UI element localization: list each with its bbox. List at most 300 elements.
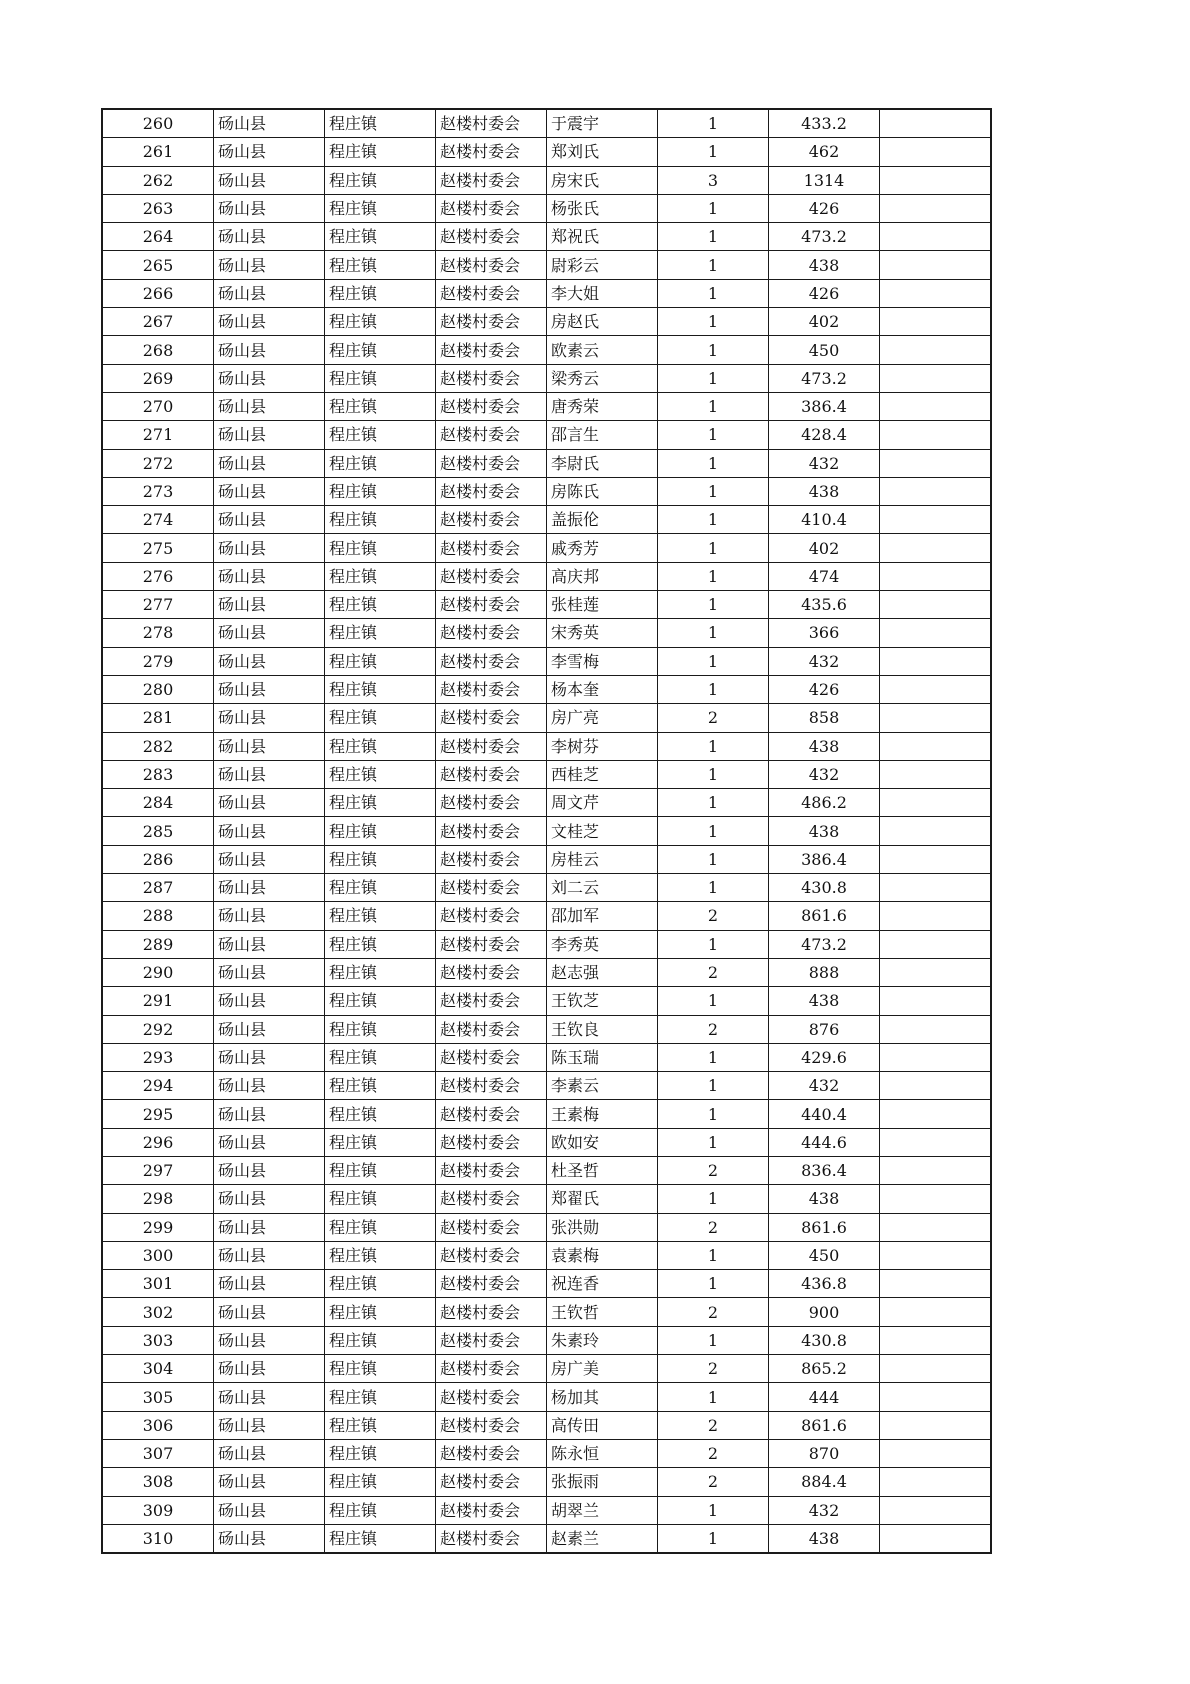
town-cell: 程庄镇	[325, 675, 436, 703]
row-number: 300	[102, 1241, 214, 1269]
village-cell: 赵楼村委会	[436, 1213, 547, 1241]
amount-cell: 438	[769, 732, 880, 760]
name-cell: 宋秀英	[547, 619, 658, 647]
count-cell: 1	[658, 760, 769, 788]
village-cell: 赵楼村委会	[436, 760, 547, 788]
amount-cell: 861.6	[769, 1213, 880, 1241]
count-cell: 1	[658, 279, 769, 307]
county-cell: 砀山县	[214, 1270, 325, 1298]
amount-cell: 438	[769, 987, 880, 1015]
county-cell: 砀山县	[214, 1043, 325, 1071]
count-cell: 2	[658, 902, 769, 930]
table-row	[102, 1213, 991, 1241]
amount-cell: 861.6	[769, 902, 880, 930]
county-cell: 砀山县	[214, 1411, 325, 1439]
count-cell: 1	[658, 138, 769, 166]
count-cell: 1	[658, 251, 769, 279]
town-cell: 程庄镇	[325, 817, 436, 845]
name-cell: 李素云	[547, 1072, 658, 1100]
name-cell: 郑翟氏	[547, 1185, 658, 1213]
county-cell: 砀山县	[214, 987, 325, 1015]
table-row	[102, 987, 991, 1015]
note-cell	[880, 308, 992, 336]
amount-cell: 884.4	[769, 1468, 880, 1496]
town-cell: 程庄镇	[325, 1468, 436, 1496]
amount-cell: 426	[769, 675, 880, 703]
row-number: 263	[102, 194, 214, 222]
amount-cell: 438	[769, 251, 880, 279]
count-cell: 1	[658, 1270, 769, 1298]
amount-cell: 432	[769, 1072, 880, 1100]
table-row	[102, 336, 991, 364]
name-cell: 西桂芝	[547, 760, 658, 788]
name-cell: 房桂云	[547, 845, 658, 873]
table-row	[102, 845, 991, 873]
village-cell: 赵楼村委会	[436, 1241, 547, 1269]
county-cell: 砀山县	[214, 1072, 325, 1100]
note-cell	[880, 591, 992, 619]
count-cell: 1	[658, 1100, 769, 1128]
town-cell: 程庄镇	[325, 760, 436, 788]
village-cell: 赵楼村委会	[436, 704, 547, 732]
count-cell: 1	[658, 1241, 769, 1269]
village-cell: 赵楼村委会	[436, 251, 547, 279]
county-cell: 砀山县	[214, 874, 325, 902]
name-cell: 邵言生	[547, 421, 658, 449]
village-cell: 赵楼村委会	[436, 591, 547, 619]
county-cell: 砀山县	[214, 279, 325, 307]
amount-cell: 900	[769, 1298, 880, 1326]
name-cell: 盖振伦	[547, 506, 658, 534]
count-cell: 2	[658, 1156, 769, 1184]
note-cell	[880, 1185, 992, 1213]
row-number: 266	[102, 279, 214, 307]
table-row	[102, 1468, 991, 1496]
county-cell: 砀山县	[214, 1100, 325, 1128]
village-cell: 赵楼村委会	[436, 1185, 547, 1213]
amount-cell: 402	[769, 308, 880, 336]
row-number: 297	[102, 1156, 214, 1184]
county-cell: 砀山县	[214, 704, 325, 732]
row-number: 302	[102, 1298, 214, 1326]
note-cell	[880, 1015, 992, 1043]
village-cell: 赵楼村委会	[436, 817, 547, 845]
village-cell: 赵楼村委会	[436, 392, 547, 420]
town-cell: 程庄镇	[325, 987, 436, 1015]
row-number: 274	[102, 506, 214, 534]
table-row	[102, 1043, 991, 1071]
count-cell: 2	[658, 1439, 769, 1467]
amount-cell: 438	[769, 1524, 880, 1553]
row-number: 284	[102, 789, 214, 817]
county-cell: 砀山县	[214, 760, 325, 788]
county-cell: 砀山县	[214, 336, 325, 364]
note-cell	[880, 1468, 992, 1496]
name-cell: 邵加军	[547, 902, 658, 930]
name-cell: 高传田	[547, 1411, 658, 1439]
table-row	[102, 1015, 991, 1043]
town-cell: 程庄镇	[325, 1439, 436, 1467]
row-number: 272	[102, 449, 214, 477]
table-row	[102, 1411, 991, 1439]
name-cell: 张振雨	[547, 1468, 658, 1496]
county-cell: 砀山县	[214, 1241, 325, 1269]
town-cell: 程庄镇	[325, 1496, 436, 1524]
table-row	[102, 421, 991, 449]
county-cell: 砀山县	[214, 109, 325, 138]
row-number: 294	[102, 1072, 214, 1100]
town-cell: 程庄镇	[325, 1298, 436, 1326]
name-cell: 戚秀芳	[547, 534, 658, 562]
county-cell: 砀山县	[214, 732, 325, 760]
count-cell: 1	[658, 449, 769, 477]
note-cell	[880, 987, 992, 1015]
row-number: 270	[102, 392, 214, 420]
count-cell: 2	[658, 1355, 769, 1383]
row-number: 269	[102, 364, 214, 392]
amount-cell: 474	[769, 562, 880, 590]
count-cell: 1	[658, 874, 769, 902]
village-cell: 赵楼村委会	[436, 1439, 547, 1467]
table-row	[102, 647, 991, 675]
town-cell: 程庄镇	[325, 704, 436, 732]
amount-cell: 876	[769, 1015, 880, 1043]
row-number: 305	[102, 1383, 214, 1411]
name-cell: 杨本奎	[547, 675, 658, 703]
county-cell: 砀山县	[214, 166, 325, 194]
county-cell: 砀山县	[214, 591, 325, 619]
note-cell	[880, 1072, 992, 1100]
village-cell: 赵楼村委会	[436, 987, 547, 1015]
table-row	[102, 874, 991, 902]
row-number: 262	[102, 166, 214, 194]
amount-cell: 432	[769, 647, 880, 675]
count-cell: 2	[658, 1298, 769, 1326]
row-number: 271	[102, 421, 214, 449]
table-row	[102, 619, 991, 647]
village-cell: 赵楼村委会	[436, 364, 547, 392]
row-number: 278	[102, 619, 214, 647]
town-cell: 程庄镇	[325, 1383, 436, 1411]
table-row	[102, 958, 991, 986]
amount-cell: 865.2	[769, 1355, 880, 1383]
amount-cell: 870	[769, 1439, 880, 1467]
name-cell: 郑刘氏	[547, 138, 658, 166]
count-cell: 1	[658, 930, 769, 958]
amount-cell: 858	[769, 704, 880, 732]
county-cell: 砀山县	[214, 789, 325, 817]
village-cell: 赵楼村委会	[436, 958, 547, 986]
amount-cell: 473.2	[769, 364, 880, 392]
count-cell: 2	[658, 1213, 769, 1241]
town-cell: 程庄镇	[325, 1213, 436, 1241]
row-number: 261	[102, 138, 214, 166]
note-cell	[880, 251, 992, 279]
row-number: 277	[102, 591, 214, 619]
village-cell: 赵楼村委会	[436, 930, 547, 958]
village-cell: 赵楼村委会	[436, 1072, 547, 1100]
name-cell: 高庆邦	[547, 562, 658, 590]
county-cell: 砀山县	[214, 1213, 325, 1241]
village-cell: 赵楼村委会	[436, 336, 547, 364]
county-cell: 砀山县	[214, 1185, 325, 1213]
row-number: 309	[102, 1496, 214, 1524]
amount-cell: 444.6	[769, 1128, 880, 1156]
note-cell	[880, 562, 992, 590]
town-cell: 程庄镇	[325, 1326, 436, 1354]
count-cell: 1	[658, 308, 769, 336]
count-cell: 1	[658, 1496, 769, 1524]
name-cell: 房广亮	[547, 704, 658, 732]
count-cell: 1	[658, 1326, 769, 1354]
town-cell: 程庄镇	[325, 874, 436, 902]
note-cell	[880, 109, 992, 138]
name-cell: 杨张氏	[547, 194, 658, 222]
village-cell: 赵楼村委会	[436, 845, 547, 873]
table-row	[102, 1355, 991, 1383]
county-cell: 砀山县	[214, 1383, 325, 1411]
note-cell	[880, 930, 992, 958]
village-cell: 赵楼村委会	[436, 732, 547, 760]
table-row	[102, 1496, 991, 1524]
table-row	[102, 930, 991, 958]
count-cell: 1	[658, 336, 769, 364]
amount-cell: 386.4	[769, 845, 880, 873]
row-number: 267	[102, 308, 214, 336]
table-row	[102, 1298, 991, 1326]
table-row	[102, 251, 991, 279]
table-row	[102, 364, 991, 392]
note-cell	[880, 279, 992, 307]
amount-cell: 888	[769, 958, 880, 986]
note-cell	[880, 704, 992, 732]
county-cell: 砀山县	[214, 930, 325, 958]
table-row	[102, 166, 991, 194]
county-cell: 砀山县	[214, 194, 325, 222]
row-number: 299	[102, 1213, 214, 1241]
village-cell: 赵楼村委会	[436, 506, 547, 534]
village-cell: 赵楼村委会	[436, 874, 547, 902]
name-cell: 房宋氏	[547, 166, 658, 194]
village-cell: 赵楼村委会	[436, 1043, 547, 1071]
name-cell: 梁秀云	[547, 364, 658, 392]
name-cell: 赵志强	[547, 958, 658, 986]
note-cell	[880, 449, 992, 477]
county-cell: 砀山县	[214, 1326, 325, 1354]
table-row	[102, 817, 991, 845]
count-cell: 1	[658, 1072, 769, 1100]
village-cell: 赵楼村委会	[436, 421, 547, 449]
amount-cell: 450	[769, 336, 880, 364]
village-cell: 赵楼村委会	[436, 194, 547, 222]
count-cell: 1	[658, 987, 769, 1015]
row-number: 295	[102, 1100, 214, 1128]
table-row	[102, 1270, 991, 1298]
table-row	[102, 902, 991, 930]
town-cell: 程庄镇	[325, 449, 436, 477]
village-cell: 赵楼村委会	[436, 1128, 547, 1156]
village-cell: 赵楼村委会	[436, 109, 547, 138]
count-cell: 1	[658, 675, 769, 703]
village-cell: 赵楼村委会	[436, 1270, 547, 1298]
name-cell: 于震宇	[547, 109, 658, 138]
name-cell: 王素梅	[547, 1100, 658, 1128]
amount-cell: 440.4	[769, 1100, 880, 1128]
note-cell	[880, 223, 992, 251]
table-row	[102, 279, 991, 307]
town-cell: 程庄镇	[325, 591, 436, 619]
name-cell: 唐秀荣	[547, 392, 658, 420]
amount-cell: 432	[769, 449, 880, 477]
note-cell	[880, 1270, 992, 1298]
count-cell: 2	[658, 704, 769, 732]
village-cell: 赵楼村委会	[436, 1468, 547, 1496]
table-row	[102, 308, 991, 336]
table-row	[102, 1383, 991, 1411]
note-cell	[880, 421, 992, 449]
note-cell	[880, 675, 992, 703]
amount-cell: 473.2	[769, 223, 880, 251]
name-cell: 张桂莲	[547, 591, 658, 619]
note-cell	[880, 1383, 992, 1411]
table-row	[102, 1156, 991, 1184]
name-cell: 杜圣哲	[547, 1156, 658, 1184]
town-cell: 程庄镇	[325, 1072, 436, 1100]
table-row	[102, 1524, 991, 1553]
note-cell	[880, 817, 992, 845]
county-cell: 砀山县	[214, 506, 325, 534]
table-row	[102, 449, 991, 477]
town-cell: 程庄镇	[325, 1156, 436, 1184]
town-cell: 程庄镇	[325, 308, 436, 336]
town-cell: 程庄镇	[325, 194, 436, 222]
county-cell: 砀山县	[214, 562, 325, 590]
name-cell: 赵素兰	[547, 1524, 658, 1553]
name-cell: 朱素玲	[547, 1326, 658, 1354]
county-cell: 砀山县	[214, 477, 325, 505]
count-cell: 1	[658, 364, 769, 392]
town-cell: 程庄镇	[325, 732, 436, 760]
note-cell	[880, 364, 992, 392]
table-row	[102, 789, 991, 817]
name-cell: 文桂芝	[547, 817, 658, 845]
row-number: 292	[102, 1015, 214, 1043]
row-number: 280	[102, 675, 214, 703]
count-cell: 1	[658, 534, 769, 562]
name-cell: 胡翠兰	[547, 1496, 658, 1524]
table-row	[102, 534, 991, 562]
county-cell: 砀山县	[214, 958, 325, 986]
name-cell: 陈玉瑞	[547, 1043, 658, 1071]
amount-cell: 450	[769, 1241, 880, 1269]
town-cell: 程庄镇	[325, 902, 436, 930]
village-cell: 赵楼村委会	[436, 138, 547, 166]
row-number: 268	[102, 336, 214, 364]
note-cell	[880, 506, 992, 534]
row-number: 276	[102, 562, 214, 590]
row-number: 306	[102, 1411, 214, 1439]
county-cell: 砀山县	[214, 534, 325, 562]
town-cell: 程庄镇	[325, 251, 436, 279]
name-cell: 李秀英	[547, 930, 658, 958]
amount-cell: 438	[769, 1185, 880, 1213]
note-cell	[880, 732, 992, 760]
name-cell: 李雪梅	[547, 647, 658, 675]
count-cell: 1	[658, 732, 769, 760]
county-cell: 砀山县	[214, 1468, 325, 1496]
amount-cell: 444	[769, 1383, 880, 1411]
count-cell: 1	[658, 817, 769, 845]
count-cell: 1	[658, 194, 769, 222]
note-cell	[880, 1156, 992, 1184]
amount-cell: 429.6	[769, 1043, 880, 1071]
town-cell: 程庄镇	[325, 1128, 436, 1156]
note-cell	[880, 194, 992, 222]
note-cell	[880, 1213, 992, 1241]
table-row	[102, 1128, 991, 1156]
village-cell: 赵楼村委会	[436, 1496, 547, 1524]
amount-cell: 402	[769, 534, 880, 562]
name-cell: 祝连香	[547, 1270, 658, 1298]
name-cell: 房赵氏	[547, 308, 658, 336]
town-cell: 程庄镇	[325, 1015, 436, 1043]
row-number: 291	[102, 987, 214, 1015]
village-cell: 赵楼村委会	[436, 1015, 547, 1043]
table-row	[102, 506, 991, 534]
name-cell: 杨加其	[547, 1383, 658, 1411]
row-number: 301	[102, 1270, 214, 1298]
amount-cell: 435.6	[769, 591, 880, 619]
name-cell: 王钦芝	[547, 987, 658, 1015]
town-cell: 程庄镇	[325, 647, 436, 675]
name-cell: 欧如安	[547, 1128, 658, 1156]
row-number: 286	[102, 845, 214, 873]
table-row	[102, 1439, 991, 1467]
town-cell: 程庄镇	[325, 421, 436, 449]
row-number: 293	[102, 1043, 214, 1071]
row-number: 275	[102, 534, 214, 562]
note-cell	[880, 958, 992, 986]
note-cell	[880, 534, 992, 562]
count-cell: 1	[658, 1043, 769, 1071]
amount-cell: 462	[769, 138, 880, 166]
county-cell: 砀山县	[214, 1496, 325, 1524]
name-cell: 李尉氏	[547, 449, 658, 477]
count-cell: 1	[658, 1128, 769, 1156]
note-cell	[880, 392, 992, 420]
county-cell: 砀山县	[214, 1298, 325, 1326]
table-row	[102, 760, 991, 788]
amount-cell: 426	[769, 194, 880, 222]
town-cell: 程庄镇	[325, 279, 436, 307]
town-cell: 程庄镇	[325, 958, 436, 986]
village-cell: 赵楼村委会	[436, 1156, 547, 1184]
count-cell: 1	[658, 477, 769, 505]
town-cell: 程庄镇	[325, 223, 436, 251]
table-row	[102, 223, 991, 251]
table-body	[102, 109, 991, 1553]
table-row	[102, 562, 991, 590]
village-cell: 赵楼村委会	[436, 1383, 547, 1411]
table-row	[102, 591, 991, 619]
town-cell: 程庄镇	[325, 364, 436, 392]
count-cell: 1	[658, 109, 769, 138]
town-cell: 程庄镇	[325, 845, 436, 873]
amount-cell: 486.2	[769, 789, 880, 817]
count-cell: 3	[658, 166, 769, 194]
table-row	[102, 732, 991, 760]
note-cell	[880, 902, 992, 930]
